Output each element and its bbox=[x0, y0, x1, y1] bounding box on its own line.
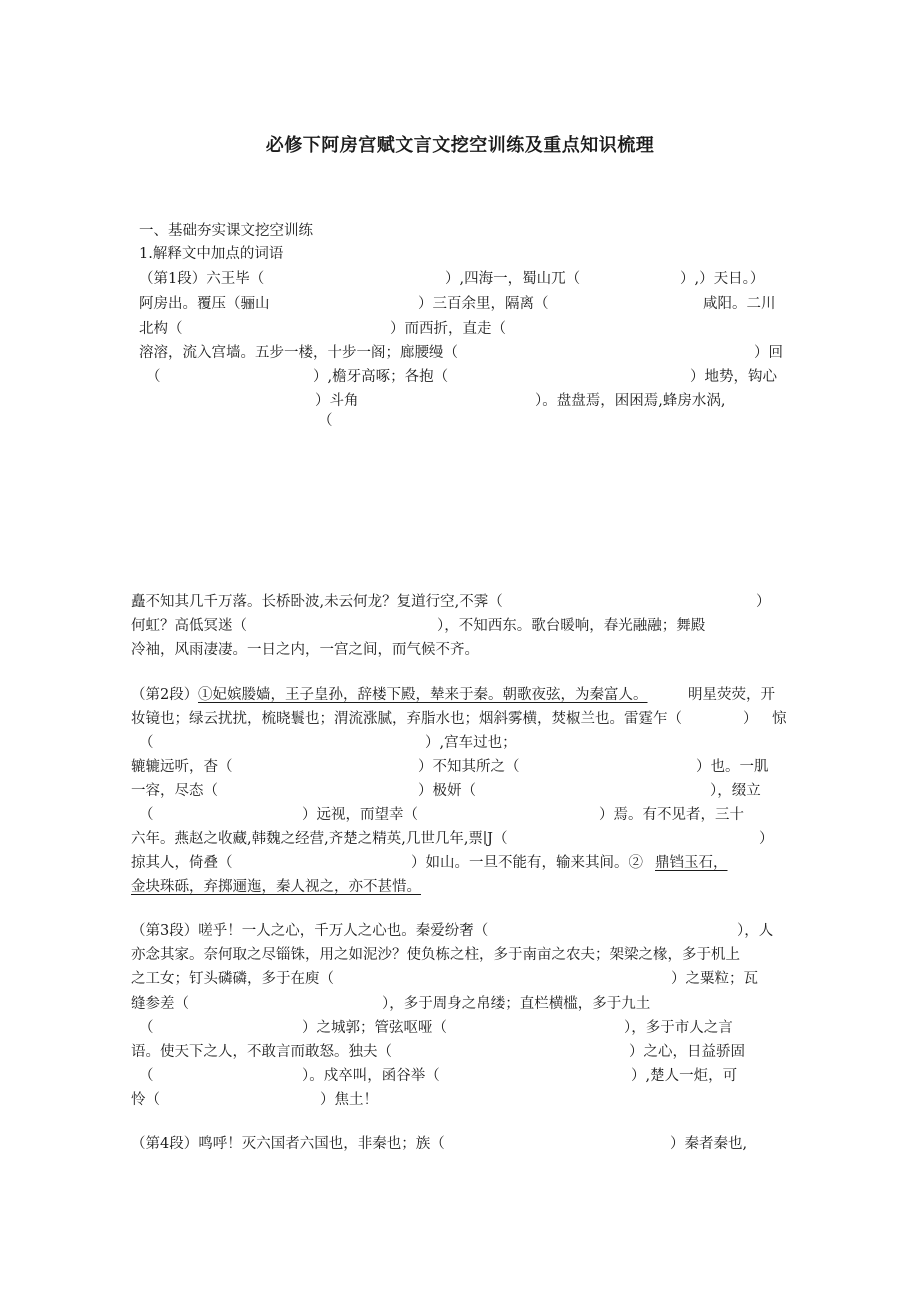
text-segment: 冷袖，风雨凄凄。一日之内，一宫之间，而气候不齐。 bbox=[131, 642, 479, 658]
text-line bbox=[0, 756, 920, 778]
text-segment: （第1段）六王毕（ bbox=[139, 271, 265, 287]
text-segment: ）而西折，直走（ bbox=[390, 321, 506, 337]
text-line bbox=[0, 1065, 920, 1087]
text-segment: ）,）天日。） bbox=[680, 271, 765, 287]
document-title: 必修下阿房宫赋文言文挖空训练及重点知识梳理 bbox=[265, 135, 655, 156]
text-segment: ）斗角 bbox=[315, 393, 359, 409]
text-segment: ）三百余里，隔离（ bbox=[418, 296, 549, 312]
text-segment: ）不知其所之（ bbox=[418, 759, 520, 775]
text-segment: ），多于市人之言 bbox=[624, 1020, 733, 1036]
text-segment: 之工女；钉头磷磷，多于在庾（ bbox=[131, 971, 334, 987]
text-segment: ），多于周身之帛缕；直栏横槛，多于九土 bbox=[382, 996, 651, 1012]
text-segment: ）,宫车过也； bbox=[425, 735, 517, 751]
text-segment: （第2段） bbox=[131, 687, 199, 703]
text-line bbox=[0, 342, 920, 364]
text-segment: （ bbox=[139, 807, 154, 823]
text-line bbox=[0, 366, 920, 388]
text-segment: ）极妍（ bbox=[418, 783, 476, 799]
text-segment: ）地势，钩心 bbox=[690, 369, 777, 385]
text-segment: 惊 bbox=[772, 711, 787, 727]
text-line bbox=[0, 639, 920, 661]
text-segment: ）焉。有不见者，三十 bbox=[599, 807, 744, 823]
text-line bbox=[0, 876, 920, 898]
text-segment: 六年。燕赵之收藏,韩魏之经营,齐楚之精英,几世几年,票∣J（ bbox=[131, 831, 508, 847]
underlined-text: 金块珠砾，弃掷逦迤，秦人视之，亦不甚惜。 bbox=[131, 879, 421, 895]
text-segment: ），缀立 bbox=[710, 783, 761, 799]
text-segment: ）,楚人一炬，可 bbox=[631, 1068, 738, 1084]
text-segment: （第3段）嗟乎！一人之心，千万人之心也。秦爱纷奢（ bbox=[131, 923, 489, 939]
text-segment: ）焦土！ bbox=[320, 1092, 378, 1108]
text-segment: （ bbox=[318, 413, 333, 429]
text-segment: 亦念其家。奈何取之尽锱铢，用之如泥沙？使负栋之柱，多于南亩之农夫；架梁之椽，多于机上 bbox=[131, 947, 740, 963]
text-segment: 矗不知其几千万落。长桥卧波,未云何龙？复道行空,不霁（ bbox=[131, 594, 503, 610]
text-segment: ）之城郭；管弦呕哑（ bbox=[302, 1020, 447, 1036]
text-line bbox=[0, 684, 920, 706]
text-segment: （ bbox=[139, 1068, 154, 1084]
text-line bbox=[0, 268, 920, 290]
text-line bbox=[0, 293, 920, 315]
text-segment: ）,檐牙高啄；各抱（ bbox=[313, 369, 449, 385]
text-segment: 辘辘远听，杳（ bbox=[131, 759, 233, 775]
text-line bbox=[0, 1133, 920, 1155]
text-segment: （第4段）鸣呼！灭六国者六国也，非秦也；族（ bbox=[131, 1136, 445, 1152]
text-segment: ） bbox=[743, 711, 758, 727]
text-segment: ）回 bbox=[754, 345, 783, 361]
text-line bbox=[0, 993, 920, 1015]
text-line bbox=[0, 220, 920, 242]
text-segment: ）之心，日益骄固 bbox=[629, 1044, 745, 1060]
text-segment: 溶溶，流入宫墙。五步一楼，十步一阁；廊腰缦（ bbox=[139, 345, 458, 361]
text-line bbox=[0, 591, 920, 613]
underlined-text: ①妃嫔媵嫱，王子皇孙，辞楼下殿，辇来于秦。朝歌夜弦，为秦富人。 bbox=[198, 687, 648, 703]
text-line bbox=[0, 1017, 920, 1039]
text-line bbox=[0, 968, 920, 990]
text-segment: ），人 bbox=[737, 923, 774, 939]
text-segment: （ bbox=[139, 1020, 154, 1036]
text-line bbox=[0, 1089, 920, 1111]
text-line bbox=[0, 410, 920, 432]
text-segment: ）如山。一旦不能有，输来其间。② bbox=[411, 855, 643, 871]
text-segment: 何虹？高低冥迷（ bbox=[131, 618, 247, 634]
text-segment: 缝参差（ bbox=[131, 996, 189, 1012]
text-segment: 咸阳。二川 bbox=[703, 296, 776, 312]
text-segment: ） bbox=[759, 831, 774, 847]
text-segment: 北构（ bbox=[139, 321, 183, 337]
text-line bbox=[0, 852, 920, 874]
text-line bbox=[0, 828, 920, 850]
text-segment: （ bbox=[139, 735, 154, 751]
text-segment: 1.解释文中加点的词语 bbox=[139, 246, 284, 262]
text-segment: 一、基础夯实课文挖空训练 bbox=[139, 223, 313, 239]
text-segment: ）之粟粒；瓦 bbox=[671, 971, 758, 987]
underlined-text: 鼎铛玉石， bbox=[655, 855, 728, 871]
text-segment: ） bbox=[756, 594, 771, 610]
text-segment: 掠其人，倚叠（ bbox=[131, 855, 233, 871]
text-segment: ）。盘盘焉，困困焉,蜂房水涡, bbox=[535, 393, 726, 409]
text-line bbox=[0, 804, 920, 826]
text-line bbox=[0, 920, 920, 942]
text-segment: ）也。一肌 bbox=[696, 759, 769, 775]
text-segment: ）远视，而望幸（ bbox=[302, 807, 418, 823]
text-segment: 一容，尽态（ bbox=[131, 783, 218, 799]
text-line bbox=[0, 708, 920, 730]
text-segment: 明星荧荧，开 bbox=[688, 687, 775, 703]
text-line bbox=[0, 1041, 920, 1063]
text-segment: ），不知西东。歌台暖响，春光融融；舞殿 bbox=[437, 618, 706, 634]
text-line bbox=[0, 243, 920, 265]
text-segment: ）。戍卒叫，函谷举（ bbox=[302, 1068, 440, 1084]
text-line bbox=[0, 944, 920, 966]
text-line bbox=[0, 318, 920, 340]
text-line bbox=[0, 390, 920, 412]
text-segment: 阿房出。覆压（骊山 bbox=[139, 296, 270, 312]
text-segment: 怜（ bbox=[131, 1092, 160, 1108]
text-line bbox=[0, 615, 920, 637]
text-line bbox=[0, 732, 920, 754]
text-segment: ）,四海一，蜀山兀（ bbox=[445, 271, 581, 287]
text-segment: 妆镜也；绿云扰扰，梳晓鬟也；渭流涨腻，弃脂水也；烟斜雾横，焚椒兰也。雷霆乍（ bbox=[131, 711, 682, 727]
text-segment: ）秦者秦也, bbox=[670, 1136, 748, 1152]
text-line bbox=[0, 780, 920, 802]
text-segment: 语。使天下之人，不敢言而敢怒。独夫（ bbox=[131, 1044, 392, 1060]
text-segment: （ bbox=[146, 369, 161, 385]
